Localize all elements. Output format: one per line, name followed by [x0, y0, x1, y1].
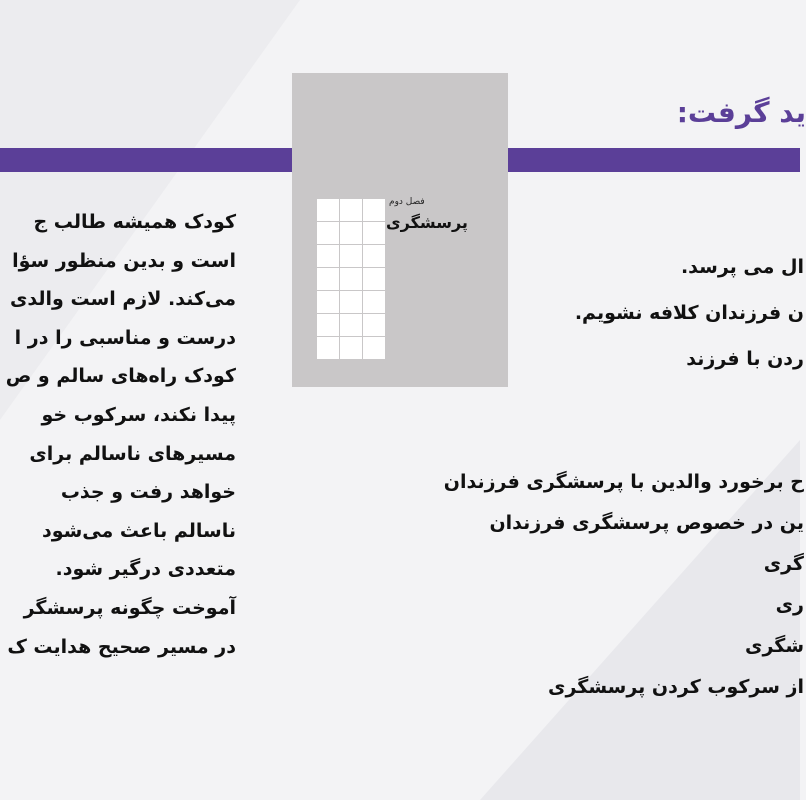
brick-grid-graphic — [316, 198, 386, 360]
paragraph-line: متعددی درگیر شود. — [55, 558, 236, 581]
paragraph-line: در مسیر صحیح هدایت ک — [7, 635, 236, 658]
paragraph-line: می‌کند. لازم است والدی — [10, 288, 236, 311]
text-line: ن فرزندان کلافه نشویم. — [574, 302, 804, 324]
paragraph-line: کودک همیشه طالب ج — [33, 211, 236, 233]
paragraph-line: پیدا نکند، سرکوب خو — [41, 403, 236, 426]
chapter-cover-image — [292, 73, 508, 387]
paragraph-line: مسیرهای ناسالم برای — [29, 442, 236, 465]
right-top-text — [575, 244, 804, 382]
text-line: ال می پرسد. — [680, 256, 804, 278]
accent-bar-left — [0, 148, 292, 172]
list-item: گری — [763, 553, 804, 575]
list-item: ین در خصوص پرسشگری فرزندان — [489, 512, 804, 534]
chapter-title: پرسشگری — [386, 213, 468, 232]
right-bottom-list — [444, 462, 804, 708]
chapter-subtitle: فصل دوم — [389, 197, 425, 207]
slide-title: ید گرفت: — [676, 96, 806, 129]
text-line: ردن با فرزند — [686, 348, 804, 370]
paragraph-line: خواهد رفت و جذب — [60, 481, 236, 504]
list-item: شگری — [745, 635, 804, 657]
paragraph-line: درست و مناسبی را در ا — [14, 326, 236, 349]
paragraph-line: است و بدین منظور سؤا — [12, 249, 236, 272]
paragraph-line: کودک راه‌های سالم و ص — [5, 365, 236, 388]
accent-bar-right — [508, 148, 800, 172]
paragraph-line: آموخت چگونه پرسشگر — [23, 596, 236, 619]
list-item: ح برخورد والدین با پرسشگری فرزندان — [443, 471, 804, 493]
paragraph-line: ناسالم باعث می‌شود — [41, 519, 236, 542]
list-item: ری — [775, 594, 804, 616]
left-paragraph — [0, 203, 236, 666]
list-item: از سرکوب کردن پرسشگری — [548, 676, 804, 698]
